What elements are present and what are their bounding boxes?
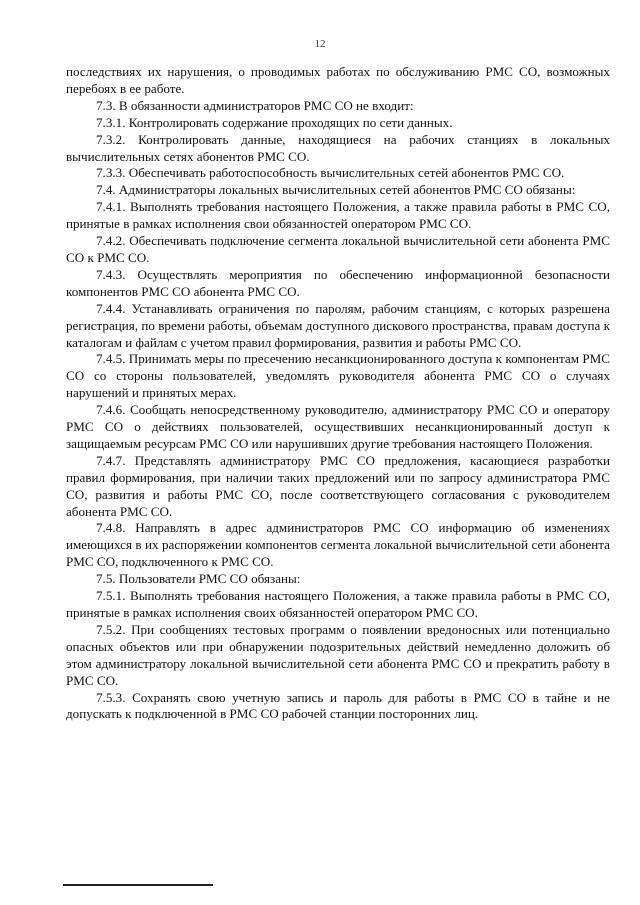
paragraph-7-5: 7.5. Пользователи РМС СО обязаны: xyxy=(96,571,301,587)
document-body xyxy=(66,64,610,723)
paragraph-7-4-8: 7.4.8. Направлять в адрес администраторов РМС СО информацию об изменениях имеющихся в их распоряжении компонентов сегмента локальной вычислительной сети абонента РМС СО, подключенного к РМС СО. xyxy=(66,520,610,570)
paragraph-7-5-3: 7.5.3. Сохранять свою учетную запись и пароль для работы в РМС СО в тайне и не допускать к подключенной в РМС СО рабочей станции посторонних лиц. xyxy=(66,689,610,722)
footnote-divider xyxy=(63,884,213,886)
paragraph-7-3: 7.3. В обязанности администраторов РМС СО не входит: xyxy=(96,97,414,113)
paragraph-7-4-6: 7.4.6. Сообщать непосредственному руководителю, администратору РМС СО и оператору РМС СО о действиях пользователей, осуществивших несанкционированный доступ к защищаемым ресурсам РМС СО или нарушивших другие требования настоящего Положения. xyxy=(66,402,610,451)
paragraph-continuation: последствиях их нарушения, о проводимых работах по обслуживанию РМС СО, возможных перебоях в ее работе. xyxy=(66,64,610,96)
paragraph-7-5-1: 7.5.1. Выполнять требования настоящего Положения, а также правила работы в РМС СО, принятые в рамках исполнения своих обязанностей оператором РМС СО. xyxy=(66,588,610,620)
paragraph-7-4: 7.4. Администраторы локальных вычислительных сетей абонентов РМС СО обязаны: xyxy=(96,182,576,198)
paragraph-7-4-7: 7.4.7. Представлять администратору РМС СО предложения, касающиеся разработки правил формирования, при наличии таких предложений или по запросу администратора РМС СО, развития и работы РМС СО, после соответствующего согласования с руководителем абонента РМС СО. xyxy=(66,452,610,519)
page-number: 12 xyxy=(314,38,326,50)
paragraph-7-5-2: 7.5.2. При сообщениях тестовых программ о появлении вредоносных или потенциально опасных объектов или при обнаружении подозрительных действий немедленно доложить об этом администратору локальной вычислительной сети абонента РМС СО и прекратить работу в РМС СО. xyxy=(66,621,610,688)
paragraph-7-3-1: 7.3.1. Контролировать содержание проходящих по сети данных. xyxy=(96,114,453,130)
paragraph-7-4-1: 7.4.1. Выполнять требования настоящего Положения, а также правила работы в РМС СО, принятые в рамках исполнения свои обязанностей оператором РМС СО. xyxy=(66,199,610,232)
paragraph-7-3-3: 7.3.3. Обеспечивать работоспособность вычислительных сетей абонентов РМС СО. xyxy=(96,165,565,181)
paragraph-7-4-3: 7.4.3. Осуществлять мероприятия по обеспечению информационной безопасности компонентов РМС СО абонента РМС СО. xyxy=(66,266,610,299)
paragraph-7-4-2: 7.4.2. Обеспечивать подключение сегмента локальной вычислительной сети абонента РМС СО к РМС СО. xyxy=(66,233,610,265)
paragraph-7-4-4: 7.4.4. Устанавливать ограничения по паролям, рабочим станциям, с которых разрешена регистрация, по времени работы, объемам доступного дискового пространства, правам доступа к каталогам и файлам с учетом правил формирования, развития и работы РМС СО. xyxy=(66,300,610,350)
paragraph-7-3-2: 7.3.2. Контролировать данные, находящиеся на рабочих станциях в локальных вычислительных сетях абонентов РМС СО. xyxy=(66,131,610,164)
paragraph-7-4-5: 7.4.5. Принимать меры по пресечению несанкционированного доступа к компонентам РМС СО со стороны пользователей, уведомлять руководителя абонента РМС СО о случаях нарушений и принятых мерах. xyxy=(66,351,610,401)
